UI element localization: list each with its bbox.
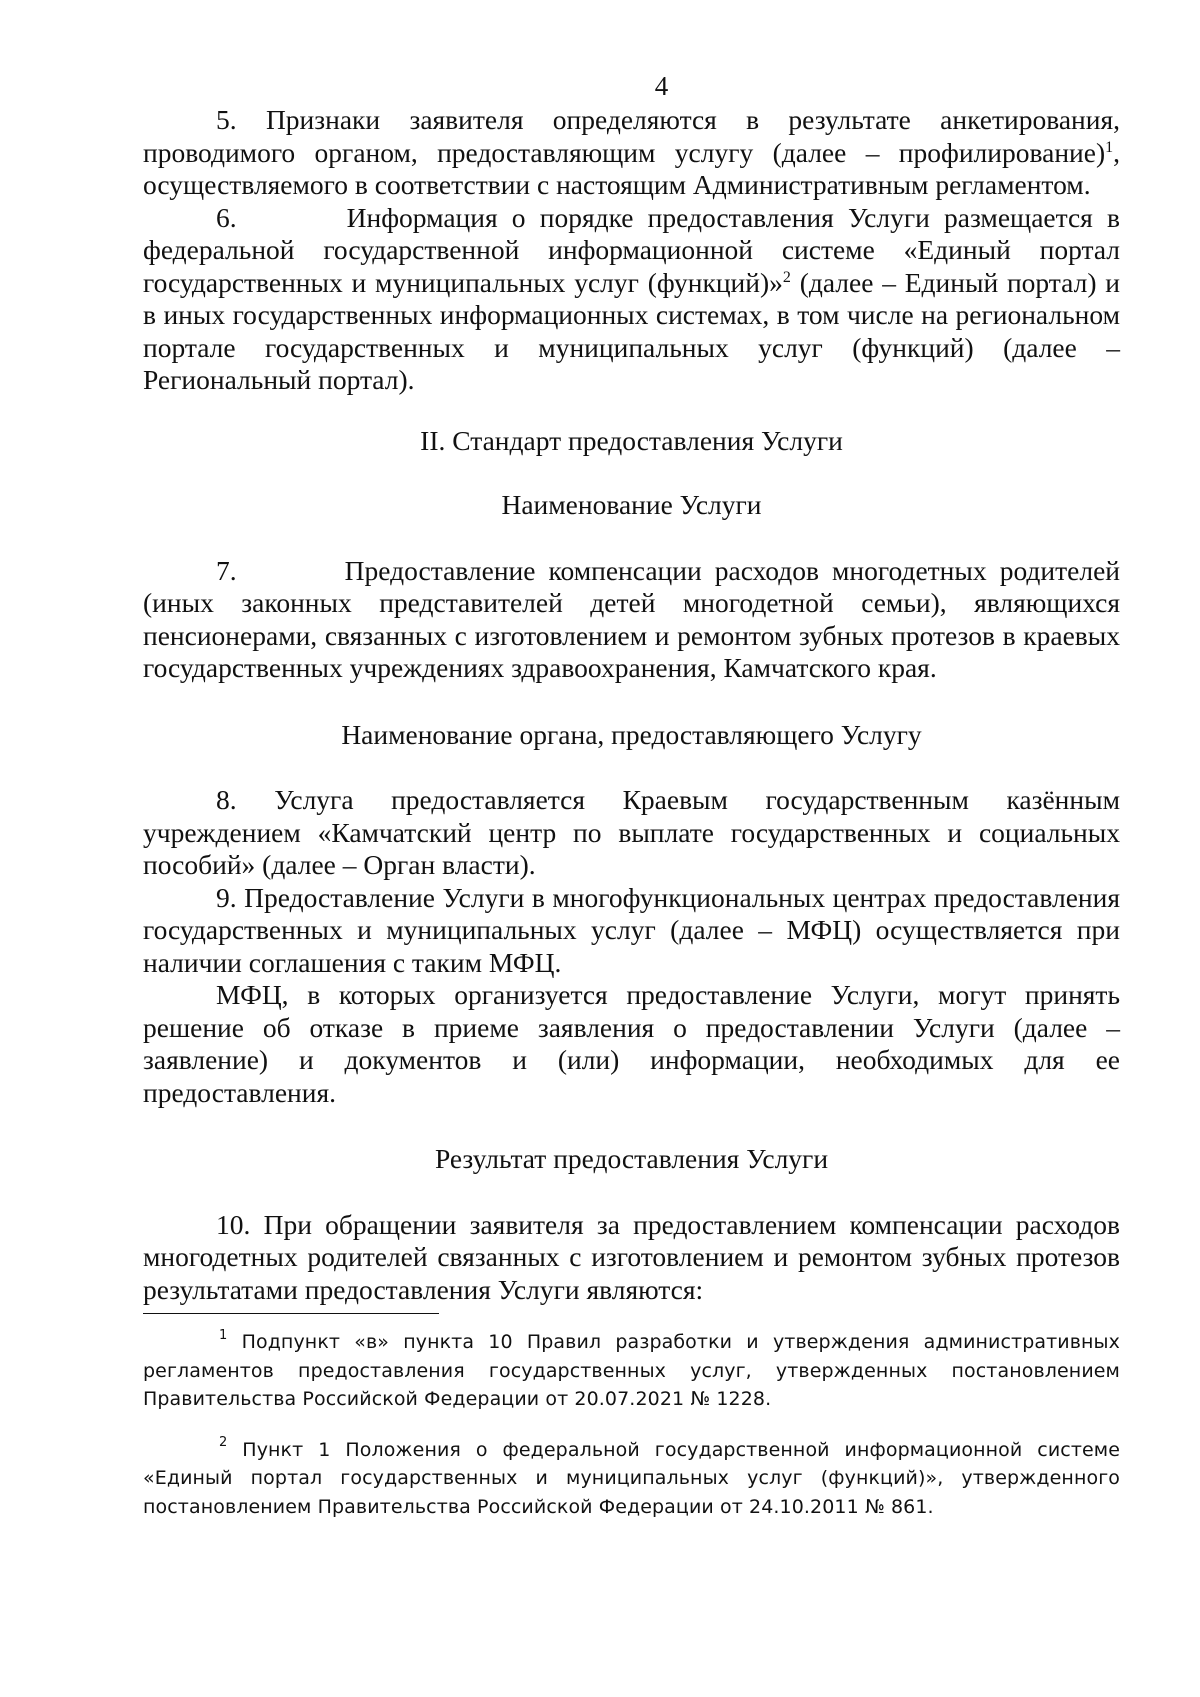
footnote-ref-2[interactable]: 2: [782, 268, 791, 286]
document-page: [143, 70, 1120, 1521]
paragraph-6-text-a: Информация о порядке предоставления Услуги размещается в федеральной государственной информационной системе «Единый портал государственных и муниципальных услуг (функций)»: [143, 201, 1120, 298]
paragraph-8: 8. Услуга предоставляется Краевым государственным казённым учреждением «Камчатский центр по выплате государственных и социальных пособий» (далее – Орган власти).: [143, 784, 1120, 880]
paragraph-7: [143, 555, 1120, 685]
paragraph-7-text: Предоставление компенсации расходов многодетных родителей (иных законных представителей детей многодетной семьи), являющихся пенсионерами, связанных с изготовлением и ремонтом зубных протезов в краевых государственных учреждениях здравоохранения, Камчатского края.: [143, 554, 1120, 683]
footnote-1-mark: 1: [219, 1327, 228, 1343]
paragraph-9-continued: МФЦ, в которых организуется предоставление Услуги, могут принять решение об отказе в приеме заявления о предоставлении Услуги (далее – заявление) и документов и (или) информации, необходимых для ее предоставления.: [143, 979, 1120, 1108]
heading-service-result: Результат предоставления Услуги: [434, 1143, 829, 1174]
heading-service-provider: Наименование органа, предоставляющего Услугу: [341, 718, 922, 750]
page-number: 4: [654, 71, 669, 101]
footnote-2-text: Пункт 1 Положения о федеральной государственной информационной системе «Единый портал государственных и муниципальных услуг (функций)», утвержденного постановлением Правительства Российской Федерации от 24.10.2011 № 861.: [143, 1438, 1120, 1518]
paragraph-6: [143, 202, 1120, 397]
footnote-1-text: Подпункт «в» пункта 10 Правил разработки и утверждения административных регламентов предоставления государственных услуг, утвержденных постановлением Правительства Российской Федерации от 20.07.2021 № 1228.: [143, 1331, 1120, 1410]
paragraph-5-text: 5. Признаки заявителя определяются в результате анкетирования, проводимого органом, предоставляющим услугу (далее – профилирование): [143, 104, 1120, 168]
footnote-2: [143, 1436, 1120, 1522]
heading-service-name: Наименование Услуги: [501, 489, 762, 520]
paragraph-6-text-b: (далее – Единый портал) и в иных государственных информационных системах, в том числе на региональном портале государственных и муниципальных услуг (функций) (далее – Региональный портал).: [143, 266, 1120, 395]
paragraph-5: [143, 104, 1120, 202]
section-title: II. Стандарт предоставления Услуги: [420, 424, 843, 456]
paragraph-9: 9. Предоставление Услуги в многофункциональных центрах предоставления государственных и муниципальных услуг (далее – МФЦ) осуществляется при наличии соглашения с таким МФЦ.: [143, 881, 1120, 978]
paragraph-10: 10. При обращении заявителя за предоставлением компенсации расходов многодетных родителей связанных с изготовлением и ремонтом зубных протезов результатами предоставления Услуги являются:: [143, 1208, 1120, 1305]
paragraph-5-tail: , осуществляемого в соответствии с настоящим Административным регламентом.: [143, 136, 1120, 200]
paragraph-6-number: 6.: [216, 201, 237, 233]
paragraph-7-number: 7.: [216, 554, 237, 586]
footnote-2-mark: 2: [219, 1435, 228, 1451]
footnote-divider: [143, 1313, 439, 1314]
footnote-ref-1[interactable]: 1: [1105, 138, 1114, 156]
footnote-1: [143, 1328, 1120, 1414]
